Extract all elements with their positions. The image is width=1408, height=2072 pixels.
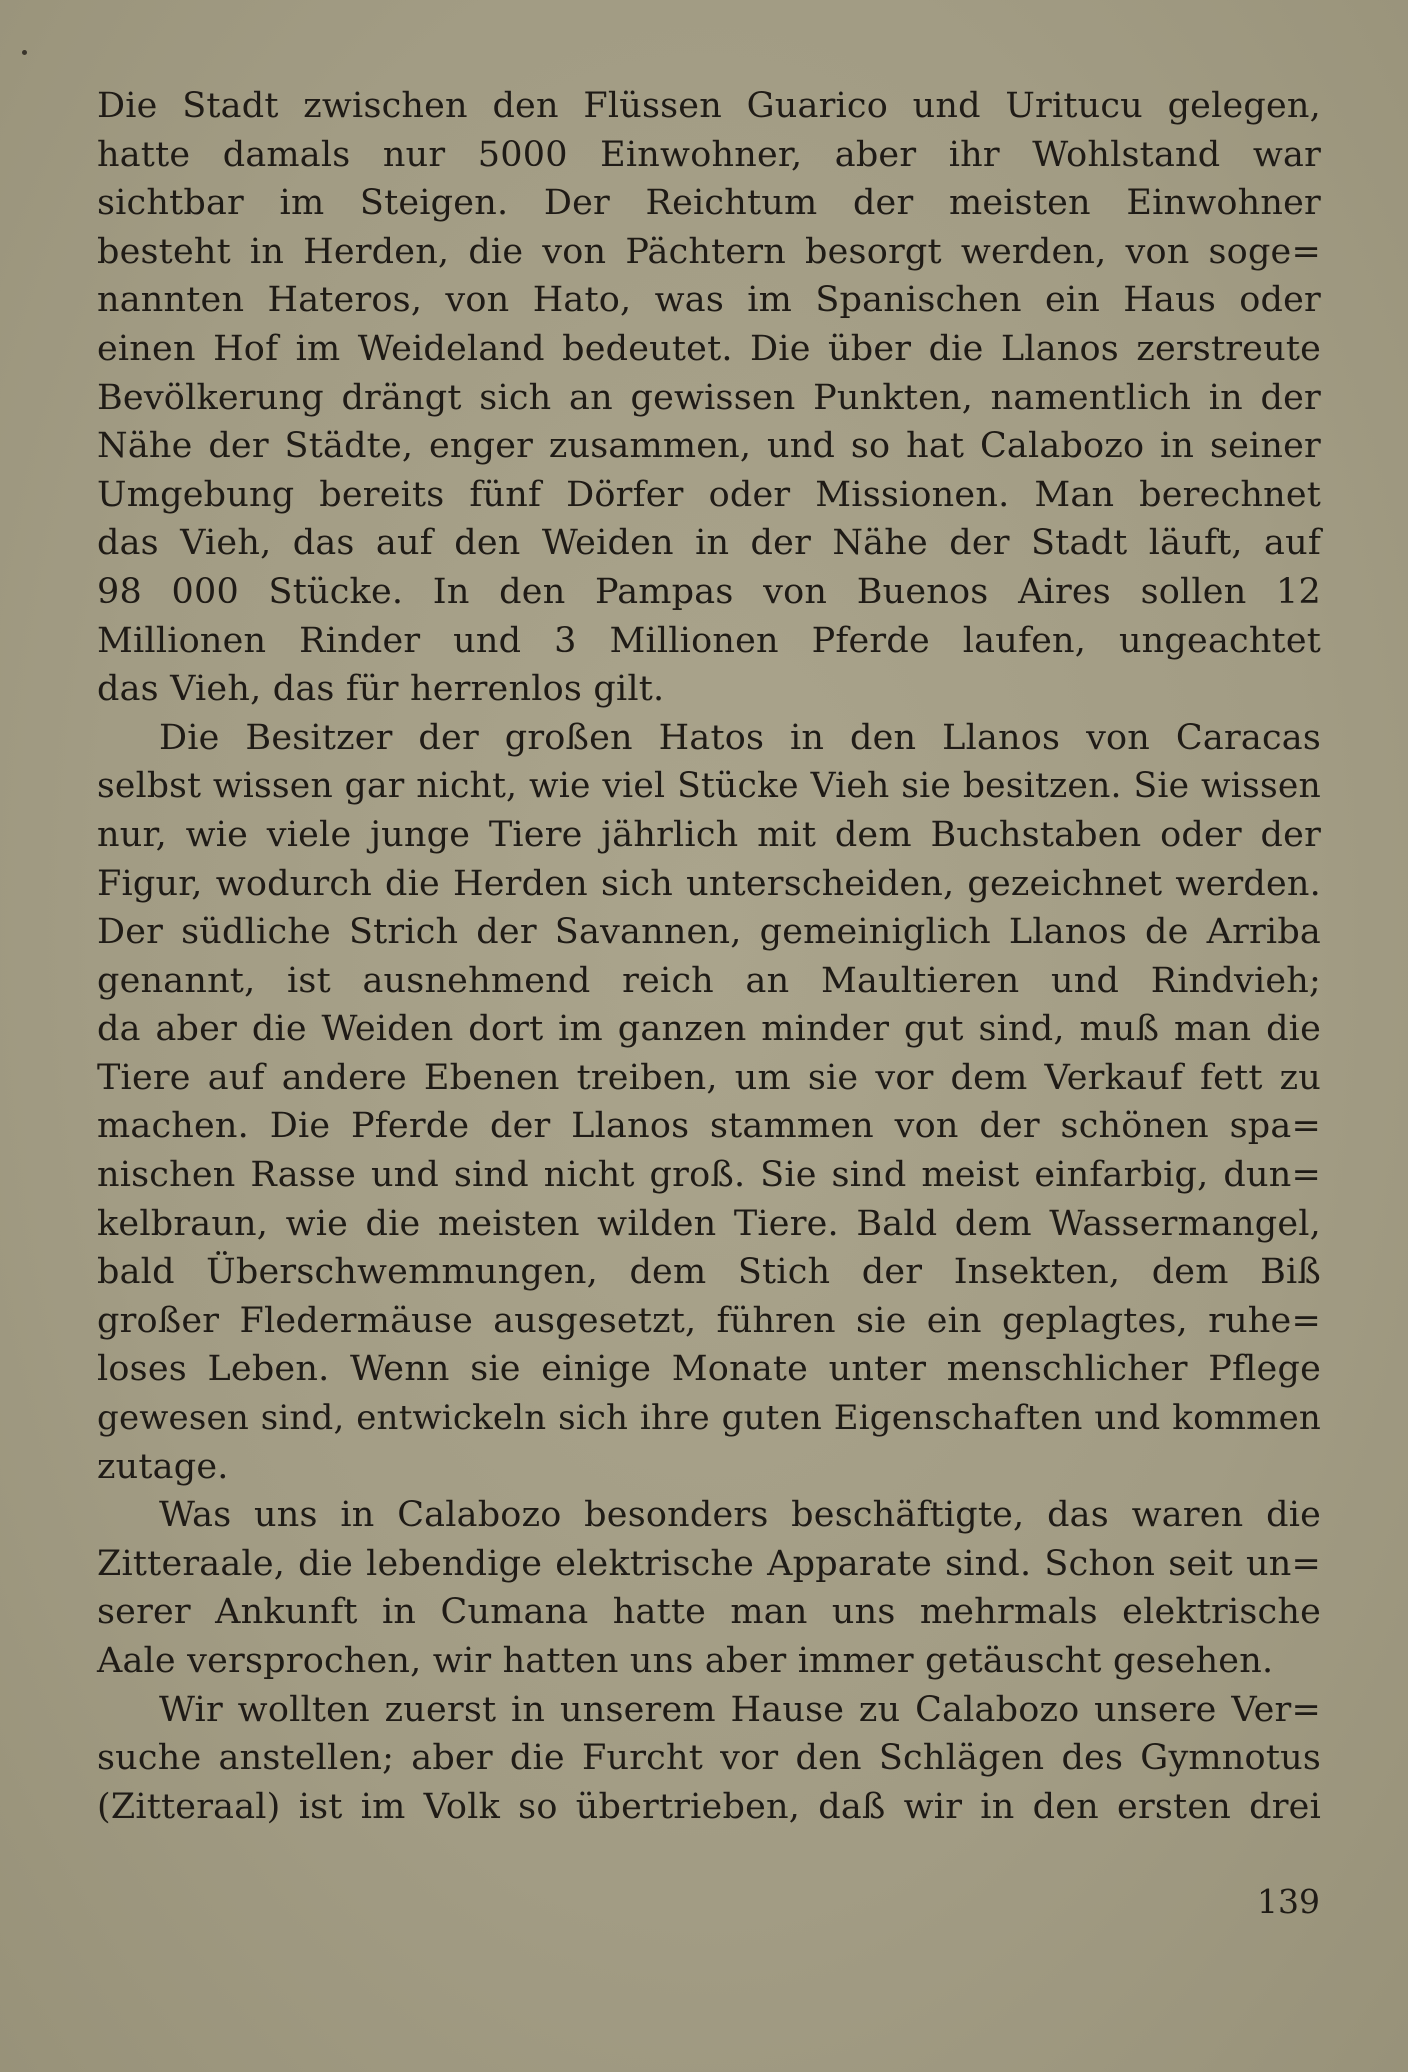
text-line: selbst wissen gar nicht, wie viel Stücke Vieh sie besitzen. Sie wissen xyxy=(97,766,1321,807)
text-line: Millionen Rinder und 3 Millionen Pferde laufen, ungeachtet xyxy=(97,620,1321,661)
text-line: zutage. xyxy=(97,1446,229,1487)
text-line: gewesen sind, entwickeln sich ihre guten Eigenschaften und kommen xyxy=(97,1398,1321,1439)
text-line: Der südliche Strich der Savannen, gemeiniglich Llanos de Arriba xyxy=(97,912,1321,953)
text-line: Bevölkerung drängt sich an gewissen Punkten, namentlich in der xyxy=(97,377,1321,418)
text-line: Zitteraale, die lebendige elektrische Apparate sind. Schon seit un= xyxy=(97,1543,1321,1584)
text-line: hatte damals nur 5000 Einwohner, aber ihr Wohlstand war xyxy=(97,134,1321,175)
text-line: Aale versprochen, wir hatten uns aber immer getäuscht gesehen. xyxy=(97,1641,1274,1681)
text-line: Die Besitzer der großen Hatos in den Llanos von Caracas xyxy=(159,717,1321,758)
text-line: Figur, wodurch die Herden sich unterscheiden, gezeichnet werden. xyxy=(97,863,1321,904)
text-line: Die Stadt zwischen den Flüssen Guarico und Uritucu gelegen, xyxy=(97,86,1321,126)
text-line: nischen Rasse und sind nicht groß. Sie sind meist einfarbig, dun= xyxy=(97,1155,1321,1196)
text-line: Umgebung bereits fünf Dörfer oder Missionen. Man berechnet xyxy=(97,474,1321,515)
text-line: bald Überschwemmungen, dem Stich der Insekten, dem Biß xyxy=(97,1252,1321,1293)
text-line: Tiere auf andere Ebenen treiben, um sie vor dem Verkauf fett zu xyxy=(97,1057,1321,1098)
text-line: nur, wie viele junge Tiere jährlich mit dem Buchstaben oder der xyxy=(97,814,1321,855)
text-line: besteht in Herden, die von Pächtern besorgt werden, von soge= xyxy=(97,231,1321,272)
text-line: Nähe der Städte, enger zusammen, und so hat Calabozo in seiner xyxy=(97,426,1321,467)
text-line: loses Leben. Wenn sie einige Monate unter menschlicher Pflege xyxy=(97,1349,1321,1390)
text-line: serer Ankunft in Cumana hatte man uns mehrmals elektrische xyxy=(97,1592,1321,1633)
text-line: nannten Hateros, von Hato, was im Spanischen ein Haus oder xyxy=(97,280,1321,321)
text-line: da aber die Weiden dort im ganzen minder gut sind, muß man die xyxy=(97,1009,1321,1050)
text-line: Was uns in Calabozo besonders beschäftigte, das waren die xyxy=(159,1495,1321,1536)
text-line: Wir wollten zuerst in unserem Hause zu Calabozo unsere Ver= xyxy=(159,1689,1321,1730)
text-line: suche anstellen; aber die Furcht vor den Schlägen des Gymnotus xyxy=(97,1738,1321,1779)
text-line: kelbraun, wie die meisten wilden Tiere. Bald dem Wassermangel, xyxy=(97,1203,1321,1244)
page-number: 139 xyxy=(1257,1882,1320,1921)
text-line: genannt, ist ausnehmend reich an Maultieren und Rindvieh; xyxy=(97,960,1321,1001)
body-text xyxy=(97,82,1321,1831)
text-line: das Vieh, das auf den Weiden in der Nähe der Stadt läuft, auf xyxy=(97,523,1321,564)
text-line: sichtbar im Steigen. Der Reichtum der meisten Einwohner xyxy=(97,183,1321,224)
text-line: großer Fledermäuse ausgesetzt, führen sie ein geplagtes, ruhe= xyxy=(97,1300,1321,1341)
page-speck xyxy=(22,50,27,55)
text-line: 98 000 Stücke. In den Pampas von Buenos Aires sollen 12 xyxy=(97,571,1321,612)
text-line: einen Hof im Weideland bedeutet. Die über die Llanos zerstreute xyxy=(97,328,1321,369)
text-line: (Zitteraal) ist im Volk so übertrieben, daß wir in den ersten drei xyxy=(97,1786,1321,1827)
text-line: das Vieh, das für herrenlos gilt. xyxy=(97,669,665,710)
text-line: machen. Die Pferde der Llanos stammen von der schönen spa= xyxy=(97,1106,1321,1147)
